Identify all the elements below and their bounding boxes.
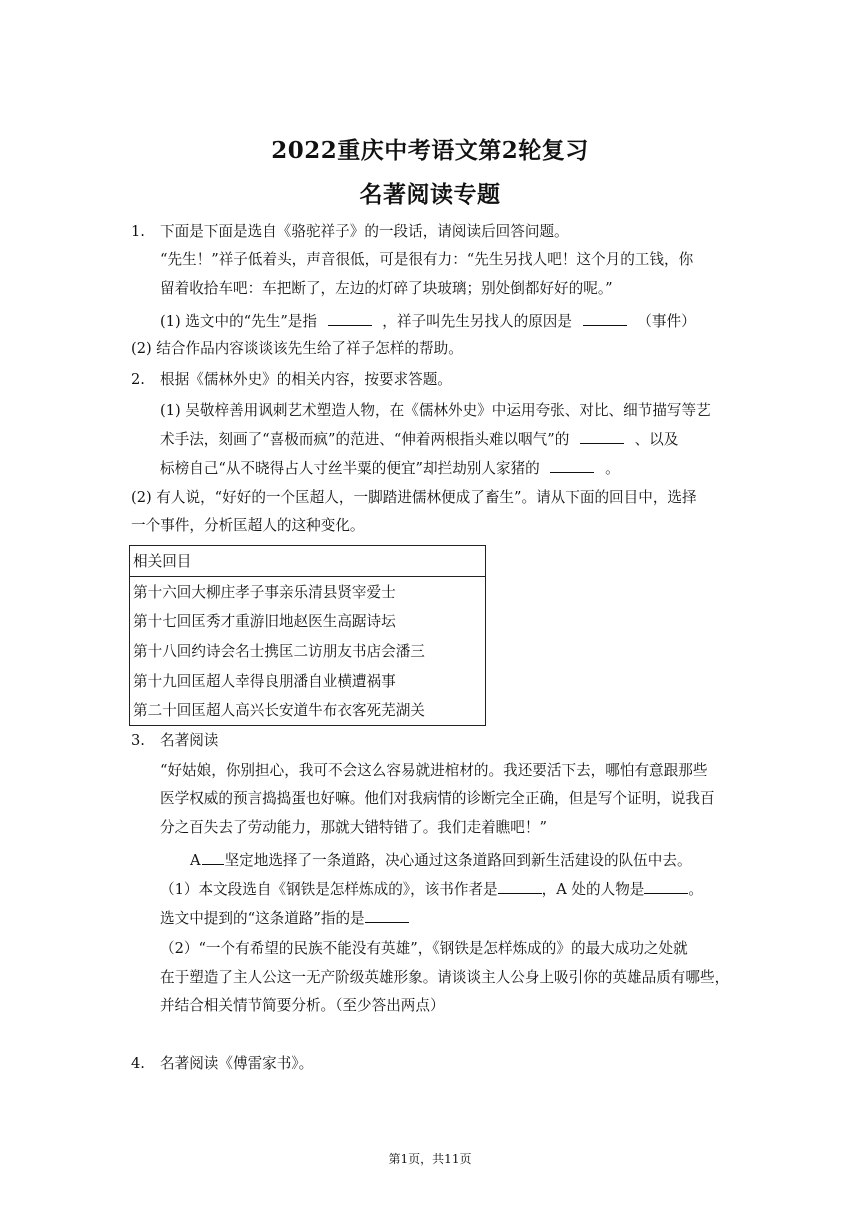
- q3-intro: 名著阅读: [160, 732, 219, 749]
- q2-sub1-line1: (1) 吴敬梓善用讽刺艺术塑造人物，在《儒林外史》中运用夸张、对比、细节描写等艺: [160, 402, 711, 419]
- q3-passage-line4-text: 坚定地选择了一条道路，决心通过这条道路回到新生活建设的队伍中去。: [224, 852, 692, 869]
- q3-passage-line1: “好姑娘，你别担心，我可不会这么容易就进棺材的。我还要活下去，哪怕有意跟那些: [160, 762, 708, 779]
- q1-passage-line1: “先生！”祥子低着头，声音很低，可是很有力：“先生另找人吧！这个月的工钱，你: [160, 251, 694, 268]
- q2-sub1-line2-text-b: 、以及: [634, 431, 679, 448]
- q2-sub1-line3-text-b: 。: [605, 460, 620, 477]
- answer-blank: [550, 458, 594, 473]
- q1-intro: 下面是下面是选自《骆驼祥子》的一段话，请阅读后回答问题。: [160, 223, 569, 240]
- q1-number: 1.: [131, 223, 145, 240]
- q3-sub2-line1: （2）“一个有希望的民族不能没有英雄”，《钢铁是怎样炼成的》的最大成功之处就: [160, 940, 688, 957]
- q2-sub2-line1: (2) 有人说，“好好的一个匡超人，一脚踏进儒林便成了畜生”。请从下面的回目中，选择: [131, 489, 697, 506]
- table-row: [130, 665, 486, 695]
- answer-blank: [644, 879, 688, 894]
- q1-sub2: (2) 结合作品内容谈谈该先生给了祥子怎样的帮助。: [131, 340, 463, 357]
- page-footer: 第1页，共11页: [388, 1152, 472, 1166]
- q1-sub1: [160, 311, 696, 332]
- q3-sub1-line1: [160, 879, 703, 900]
- table-row: [130, 606, 486, 636]
- q2-intro: 根据《儒林外史》的相关内容，按要求答题。: [160, 371, 452, 388]
- q3-sub2-line3: 并结合相关情节简要分析。（至少答出两点）: [160, 997, 445, 1014]
- q4-number: 4.: [131, 1055, 145, 1072]
- q3-passage-line2: 医学权威的预言捣捣蛋也好嘛。他们对我病情的诊断完全正确，但是写个证明，说我百: [160, 790, 715, 807]
- q3-sub1-line2-text: 选文中提到的“这条道路”指的是: [160, 910, 365, 927]
- q3-sub1-text-c: 。: [688, 881, 704, 898]
- table-row: [130, 695, 486, 725]
- q2-number: 2.: [131, 371, 145, 388]
- answer-blank: [583, 311, 627, 326]
- table-row: [130, 576, 486, 606]
- table-cell: 第十九回匡超人幸得良朋潘自业横遭祸事: [130, 665, 486, 695]
- q1-sub1-text-c: （事件）: [637, 313, 696, 330]
- table-cell: 第十七回匡秀才重游旧地赵医生高踞诗坛: [130, 606, 486, 636]
- q1-sub1-text-b: ，祥子叫先生另找人的原因是: [382, 313, 572, 330]
- q3-marker-a: A: [190, 852, 201, 869]
- answer-blank: [202, 850, 224, 865]
- q2-sub2-line2: 一个事件，分析匡超人的这种变化。: [131, 517, 365, 534]
- table-cell: 第十六回大柳庄孝子事亲乐清县贤宰爱士: [130, 576, 486, 606]
- q3-passage-line3: 分之百失去了劳动能力，那就大错特错了。我们走着瞧吧！”: [160, 819, 547, 836]
- q2-sub1-line3: [160, 458, 620, 479]
- answer-blank: [498, 879, 542, 894]
- answer-blank: [580, 429, 624, 444]
- answer-blank: [365, 908, 409, 923]
- q1-sub1-text-a: (1) 选文中的“先生”是指: [160, 313, 317, 330]
- page-title: 2022重庆中考语文第2轮复习: [271, 137, 589, 164]
- q4-intro: 名著阅读《傅雷家书》。: [160, 1055, 314, 1072]
- table-row: [130, 636, 486, 666]
- table-cell: 第二十回匡超人高兴长安道牛布衣客死芜湖关: [130, 695, 486, 725]
- q3-sub1-text-b: ，A 处的人物是: [541, 881, 645, 898]
- table-header-cell: 相关回目: [130, 546, 486, 577]
- q3-sub1-line2: [160, 908, 409, 929]
- chapter-table: [129, 545, 486, 726]
- answer-blank: [328, 311, 372, 326]
- q1-passage-line2: 留着收拾车吧：车把断了，左边的灯碎了块玻璃；别处倒都好好的呢。”: [160, 280, 613, 297]
- q2-sub1-line3-text-a: 标榜自己“从不晓得占人寸丝半粟的便宜”却拦劫别人家猪的: [160, 460, 540, 477]
- page-subtitle: 名著阅读专题: [359, 181, 501, 208]
- q3-sub1-text-a: （1）本文段选自《钢铁是怎样炼成的》，该书作者是: [160, 881, 498, 898]
- q3-number: 3.: [131, 732, 145, 749]
- table-header-row: [130, 546, 486, 577]
- table-cell: 第十八回约诗会名士携匡二访朋友书店会潘三: [130, 636, 486, 666]
- q2-sub1-line2: [160, 429, 678, 450]
- q3-passage-line4: [190, 850, 692, 871]
- q3-sub2-line2: 在于塑造了主人公这一无产阶级英雄形象。请谈谈主人公身上吸引你的英雄品质有哪些，: [160, 969, 730, 986]
- q2-sub1-line2-text-a: 术手法，刻画了“喜极而疯”的范进、“伸着两根指头难以咽气”的: [160, 431, 570, 448]
